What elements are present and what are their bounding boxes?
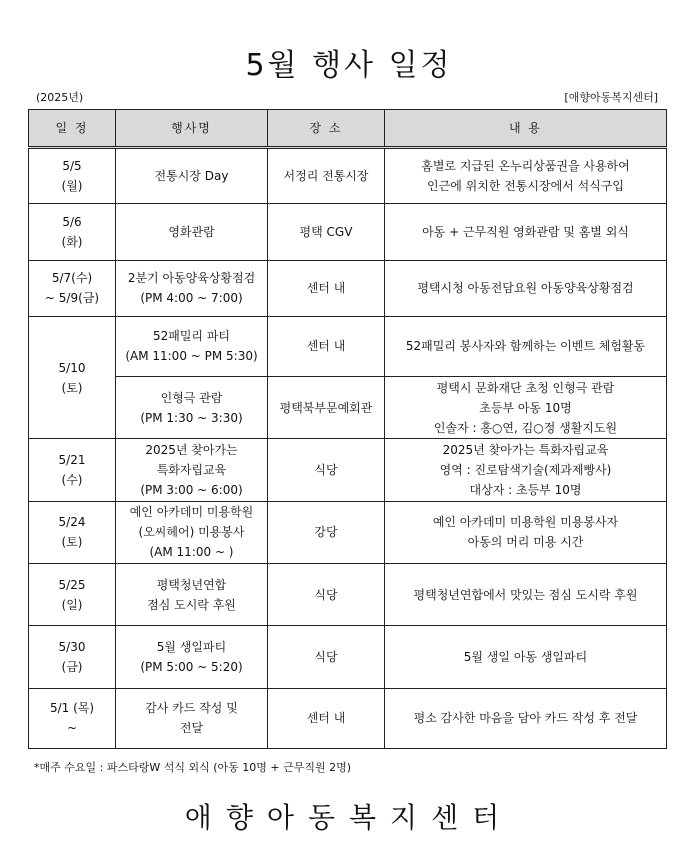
event-line: 5월 생일파티 [156, 639, 227, 654]
date-cell [29, 439, 116, 501]
header-content: 내 용 [385, 110, 667, 148]
date-line: 5/24 [58, 515, 86, 530]
table-row [29, 260, 667, 316]
date-cell [29, 204, 116, 260]
place-cell [268, 626, 385, 688]
organization-tag: [애향아동복지센터] [564, 91, 658, 104]
date-line: ~ [66, 721, 78, 736]
event-line: 특화자립교육 [156, 463, 227, 478]
event-line: (PM 4:00 ~ 7:00) [140, 291, 243, 306]
date-line: 5/5 [62, 159, 82, 174]
date-line: (금) [61, 659, 83, 674]
table-row [29, 148, 667, 204]
content-cell [385, 204, 667, 260]
date-cell [29, 316, 116, 439]
place-line: 센터 내 [306, 281, 346, 296]
date-line: (수) [61, 473, 83, 488]
content-cell [385, 501, 667, 563]
date-line: 5/30 [58, 639, 86, 654]
event-cell [116, 316, 268, 376]
table-row [29, 688, 667, 748]
event-cell [116, 501, 268, 563]
place-line: 센터 내 [306, 711, 346, 726]
footer-organization: 애향아동복지센터 [184, 801, 514, 834]
place-cell [268, 439, 385, 501]
content-cell [385, 148, 667, 204]
date-line: 5/10 [58, 360, 86, 375]
place-line: 평택 CGV [299, 224, 353, 239]
content-cell [385, 688, 667, 748]
date-cell [29, 501, 116, 563]
content-line: 평택시청 아동전담요원 아동양육상황점검 [417, 281, 634, 296]
date-line: (일) [61, 597, 83, 612]
event-cell [116, 377, 268, 439]
content-line: 평택청년연합에서 맛있는 점심 도시락 후원 [413, 587, 638, 602]
schedule-table [28, 109, 667, 749]
place-line: 식당 [314, 463, 338, 478]
event-line: 2분기 아동양육상황점검 [127, 271, 256, 286]
date-cell [29, 260, 116, 316]
header-row [29, 110, 667, 148]
content-line: 평택시 문화재단 초청 인형극 관람 [436, 380, 615, 395]
content-cell [385, 260, 667, 316]
event-cell [116, 439, 268, 501]
content-line: 대상자 : 초등부 10명 [469, 483, 582, 498]
event-line: (AM 11:00 ~ PM 5:30) [125, 349, 258, 364]
date-cell [29, 148, 116, 204]
date-line: (화) [61, 234, 83, 249]
content-line: 5월 생일 아동 생일파티 [463, 649, 588, 664]
place-cell [268, 377, 385, 439]
year-label: (2025년) [36, 91, 84, 104]
date-cell [29, 563, 116, 625]
event-line: (PM 5:00 ~ 5:20) [140, 659, 243, 674]
event-line: (PM 3:00 ~ 6:00) [140, 483, 243, 498]
content-line: 평소 감사한 마음을 담아 카드 작성 후 전달 [413, 711, 638, 726]
event-line: (AM 11:00 ~ ) [149, 545, 234, 560]
content-cell [385, 316, 667, 376]
date-line: (토) [61, 380, 83, 395]
content-line: 2025년 찾아가는 특화자립교육 [442, 443, 609, 458]
date-line: 5/6 [62, 214, 82, 229]
content-line: 영역 : 진로탐색기술(제과제빵사) [439, 463, 612, 478]
header-date: 일 정 [29, 110, 116, 148]
event-cell [116, 563, 268, 625]
event-line: 2025년 찾아가는 [145, 443, 238, 458]
place-cell [268, 260, 385, 316]
table-row [29, 316, 667, 376]
place-cell [268, 563, 385, 625]
content-cell [385, 377, 667, 439]
table-row [29, 563, 667, 625]
place-line: 센터 내 [306, 339, 346, 354]
content-line: 52패밀리 봉사자와 함께하는 이벤트 체험활동 [405, 339, 646, 354]
content-cell [385, 626, 667, 688]
content-line: 홈별로 지급된 온누리상품권을 사용하여 [421, 159, 630, 174]
event-line: 인형극 관람 [160, 390, 223, 405]
event-line: 예인 아카데미 미용학원 [129, 505, 254, 520]
date-cell [29, 688, 116, 748]
table-row [29, 439, 667, 501]
event-cell [116, 204, 268, 260]
content-cell [385, 563, 667, 625]
place-line: 강당 [314, 525, 338, 540]
date-line: 5/21 [58, 453, 86, 468]
content-line: 인근에 위치한 전통시장에서 석식구입 [427, 179, 624, 194]
event-line: 전통시장 Day [154, 169, 229, 184]
date-line: (토) [61, 535, 83, 550]
content-line: 예인 아카데미 미용학원 미용봉사자 [432, 515, 619, 530]
place-cell [268, 316, 385, 376]
header-place: 장 소 [268, 110, 385, 148]
date-line: 5/7(수) [51, 271, 93, 286]
date-line: 5/25 [58, 577, 86, 592]
place-cell [268, 688, 385, 748]
table-row [29, 204, 667, 260]
date-line: ~ 5/9(금) [44, 291, 100, 306]
event-line: (PM 1:30 ~ 3:30) [140, 410, 243, 425]
place-line: 식당 [314, 649, 338, 664]
event-line: 평택청년연합 [156, 577, 227, 592]
weekly-note: *매주 수요일 : 파스타랑W 석식 외식 (아동 10명 + 근무직원 2명) [34, 761, 351, 774]
table-row [29, 626, 667, 688]
date-line: (월) [61, 179, 83, 194]
table-row [29, 377, 667, 439]
table-row [29, 501, 667, 563]
content-line: 아동 + 근무직원 영화관람 및 홈별 외식 [422, 224, 629, 239]
date-line: 5/1 (목) [49, 701, 95, 716]
event-line: 52패밀리 파티 [152, 329, 231, 344]
event-cell [116, 148, 268, 204]
content-line: 인솔자 : 홍○연, 김○정 생활지도원 [433, 420, 618, 435]
content-line: 아동의 머리 미용 시간 [467, 535, 584, 550]
event-line: 감사 카드 작성 및 [145, 701, 238, 716]
content-cell [385, 439, 667, 501]
place-line: 식당 [314, 587, 338, 602]
event-cell [116, 260, 268, 316]
date-cell [29, 626, 116, 688]
place-cell [268, 148, 385, 204]
event-cell [116, 626, 268, 688]
content-line: 초등부 아동 10명 [479, 400, 572, 415]
header-event: 행사명 [116, 110, 268, 148]
event-line: 전달 [179, 721, 204, 736]
page-title: 5월 행사 일정 [245, 48, 453, 83]
event-line: 영화관람 [168, 224, 215, 239]
place-line: 평택북부문예회관 [279, 400, 373, 415]
place-cell [268, 501, 385, 563]
event-line: (오씨헤어) 미용봉사 [138, 525, 245, 540]
event-line: 점심 도시락 후원 [147, 597, 236, 612]
place-cell [268, 204, 385, 260]
place-line: 서정리 전통시장 [283, 169, 369, 184]
event-cell [116, 688, 268, 748]
